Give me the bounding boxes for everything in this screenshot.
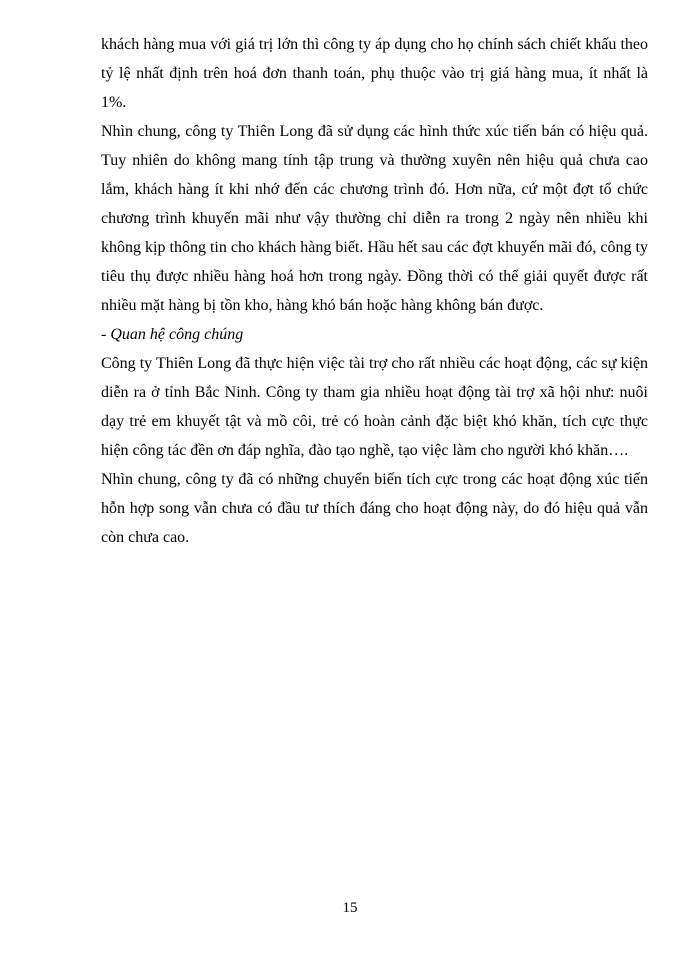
paragraph-sponsorship-activities: Công ty Thiên Long đã thực hiện việc tài trợ cho rất nhiều các hoạt động, các sự kiện diễn ra ở tỉnh Bắc Ninh. Công ty tham gia nhiều hoạt động tài trợ xã hội như: nuôi dạy trẻ em khuyết tật và mồ côi, trẻ có hoàn cảnh đặc biệt khó khăn, tích cực thực hiện công tác đền ơn đáp nghĩa, đào tạo nghề, tạo việc làm cho người khó khăn…. (101, 355, 648, 459)
paragraph-discount-policy: khách hàng mua với giá trị lớn thì công ty áp dụng cho họ chính sách chiết khấu theo tỷ lệ nhất định trên hoá đơn thanh toán, phụ thuộc vào trị giá hàng mua, ít nhất là 1%. (101, 36, 648, 111)
paragraph-overall-conclusion: Nhìn chung, công ty đã có những chuyển biến tích cực trong các hoạt động xúc tiến hỗn hợp song vẫn chưa có đầu tư thích đáng cho hoạt động này, do đó hiệu quả vẫn còn chưa cao. (101, 471, 648, 546)
page-content (101, 30, 648, 552)
section-heading-public-relations: - Quan hệ công chúng (101, 326, 244, 343)
paragraph-sales-promotion-summary: Nhìn chung, công ty Thiên Long đã sử dụng các hình thức xúc tiến bán có hiệu quả. Tuy nhiên do không mang tính tập trung và thường xuyên nên hiệu quả chưa cao lắm, khách hàng ít khi nhớ đến các chương trình đó. Hơn nữa, cứ một đợt tổ chức chương trình khuyến mãi như vậy thường chỉ diễn ra trong 2 ngày nên nhiều khi không kịp thông tin cho khách hàng biết. Hầu hết sau các đợt khuyến mãi đó, công ty tiêu thụ được nhiều hàng hoá hơn trong ngày. Đồng thời có thể giải quyết được rất nhiều mặt hàng bị tồn kho, hàng khó bán hoặc hàng không bán được. (101, 123, 648, 314)
page-number: 15 (342, 900, 358, 916)
